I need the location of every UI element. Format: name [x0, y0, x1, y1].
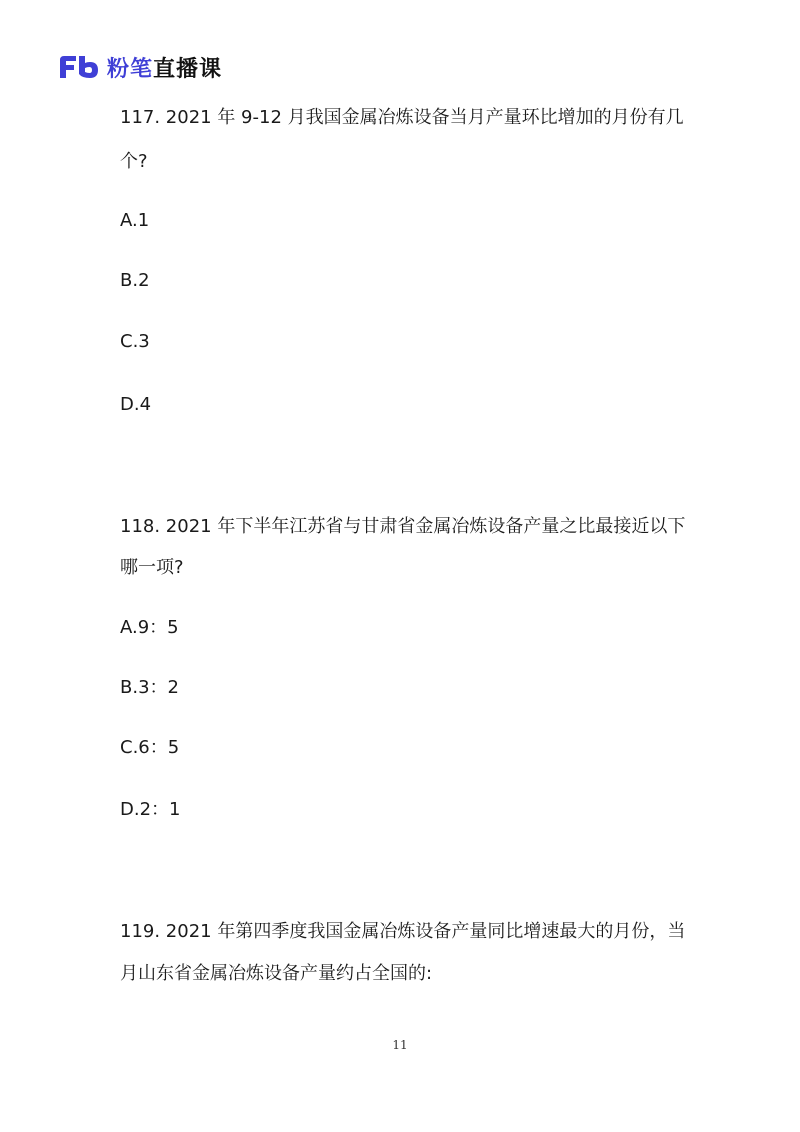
question-119-text-line2: 月山东省金属冶炼设备产量约占全国的:: [120, 963, 433, 984]
question-117-text-line1: 117. 2021 年 9-12 月我国金属冶炼设备当月产量环比增加的月份有几: [120, 107, 684, 128]
question-118-option-c: C.6：5: [120, 737, 180, 758]
question-118-option-b: B.3：2: [120, 677, 179, 698]
question-117-option-a: A.1: [120, 210, 150, 231]
question-118-option-d: D.2：1: [120, 799, 181, 820]
brand-subtitle: 直播课: [153, 56, 223, 82]
question-118-text-line1: 118. 2021 年下半年江苏省与甘肃省金属冶炼设备产量之比最接近以下: [120, 516, 686, 537]
question-117-text-line2: 个?: [120, 151, 148, 172]
question-118-text-line2: 哪一项?: [120, 557, 184, 578]
question-118-option-a: A.9：5: [120, 617, 179, 638]
fenbi-logo-icon: [57, 54, 101, 80]
brand-name: 粉笔: [107, 56, 154, 82]
question-119-text-line1: 119. 2021 年第四季度我国金属冶炼设备产量同比增速最大的月份，当: [120, 921, 686, 942]
question-117-option-b: B.2: [120, 270, 150, 291]
question-117-option-d: D.4: [120, 394, 152, 415]
page-number: 11: [392, 1038, 408, 1052]
brand-header: [57, 52, 222, 82]
question-117-option-c: C.3: [120, 331, 150, 352]
